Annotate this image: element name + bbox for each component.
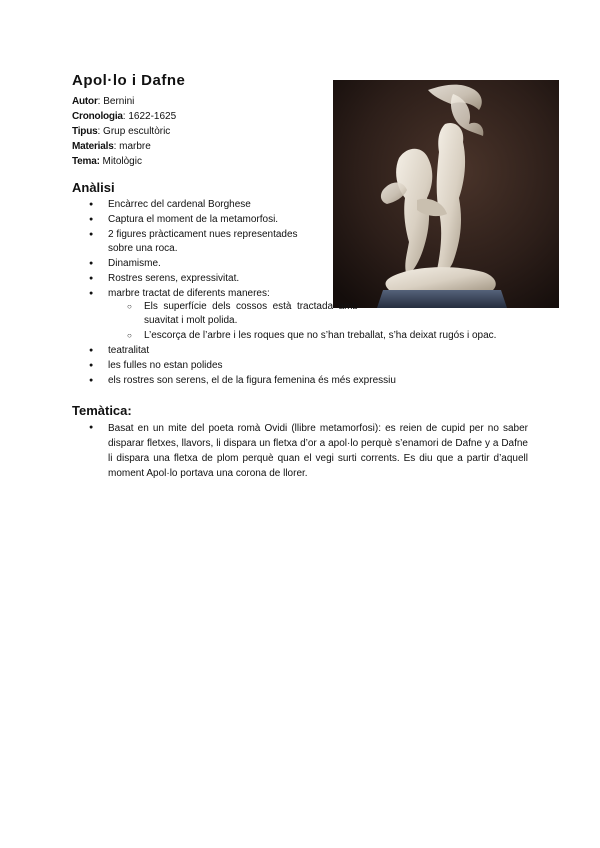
list-item-text: marbre tractat de diferents maneres:: [108, 287, 270, 299]
sub-list-item: ○ L’escorça de l’arbre i les roques que no s’han treballat, s’ha deixat rugós i opac.: [108, 329, 528, 343]
meta-materials: [72, 139, 322, 154]
meta-key: Tipus: [72, 126, 98, 137]
meta-chronology: [72, 109, 322, 124]
list-item: ● Rostres serens, expressivitat.: [72, 272, 528, 286]
list-item: ● Captura el moment de la metamorfosi.: [72, 213, 528, 227]
meta-theme: [72, 154, 322, 169]
meta-key: Tema:: [72, 156, 100, 167]
list-item: ● teatralitat: [72, 344, 528, 358]
theme-list: [72, 421, 528, 483]
list-item: ● les fulles no estan polides: [72, 359, 528, 373]
analysis-heading: Anàlisi: [72, 180, 115, 195]
meta-value: : Grup escultòric: [97, 126, 171, 137]
list-item: ● 2 figures pràcticament nues representades sobre una roca.: [72, 228, 322, 255]
document-title: Apol·lo i Dafne: [72, 72, 186, 89]
theme-heading: Temàtica:: [72, 403, 132, 418]
list-item: ● els rostres son serens, el de la figura femenina és més expressiu: [72, 374, 528, 388]
analysis-list: [72, 198, 528, 389]
list-item: ● Encàrrec del cardenal Borghese: [72, 198, 528, 212]
meta-key: Cronologia: [72, 111, 123, 122]
meta-value: : marbre: [113, 141, 151, 152]
sub-list: [108, 300, 528, 342]
meta-key: Materials: [72, 141, 114, 152]
meta-key: Autor: [72, 96, 98, 107]
list-item-with-sublist: [72, 287, 528, 343]
meta-type: [72, 124, 322, 139]
list-item: ● Basat en un mite del poeta romà Ovidi (llibre metamorfosi): es reien de cupid per no saber disparar fletxes, llavors, li dispara un fletxa d’or a apol·lo perquè s’enamori de Dafne y a Dafne li dispara una fletxa de plom perquè quan el vegi surti corrents. Es diu que a partir d’aquell moment Apol·lo portava una corona de llorer.: [72, 421, 528, 481]
meta-author: [72, 94, 322, 109]
list-item: ● Dinamisme.: [72, 257, 528, 271]
sub-list-item: ○ Els superfície dels cossos està tractada amb suavitat i molt polida.: [108, 300, 358, 327]
artwork-metadata: [72, 94, 322, 169]
meta-value: : Bernini: [97, 96, 135, 107]
meta-value: Mitològic: [99, 156, 142, 167]
meta-value: : 1622-1625: [122, 111, 177, 122]
